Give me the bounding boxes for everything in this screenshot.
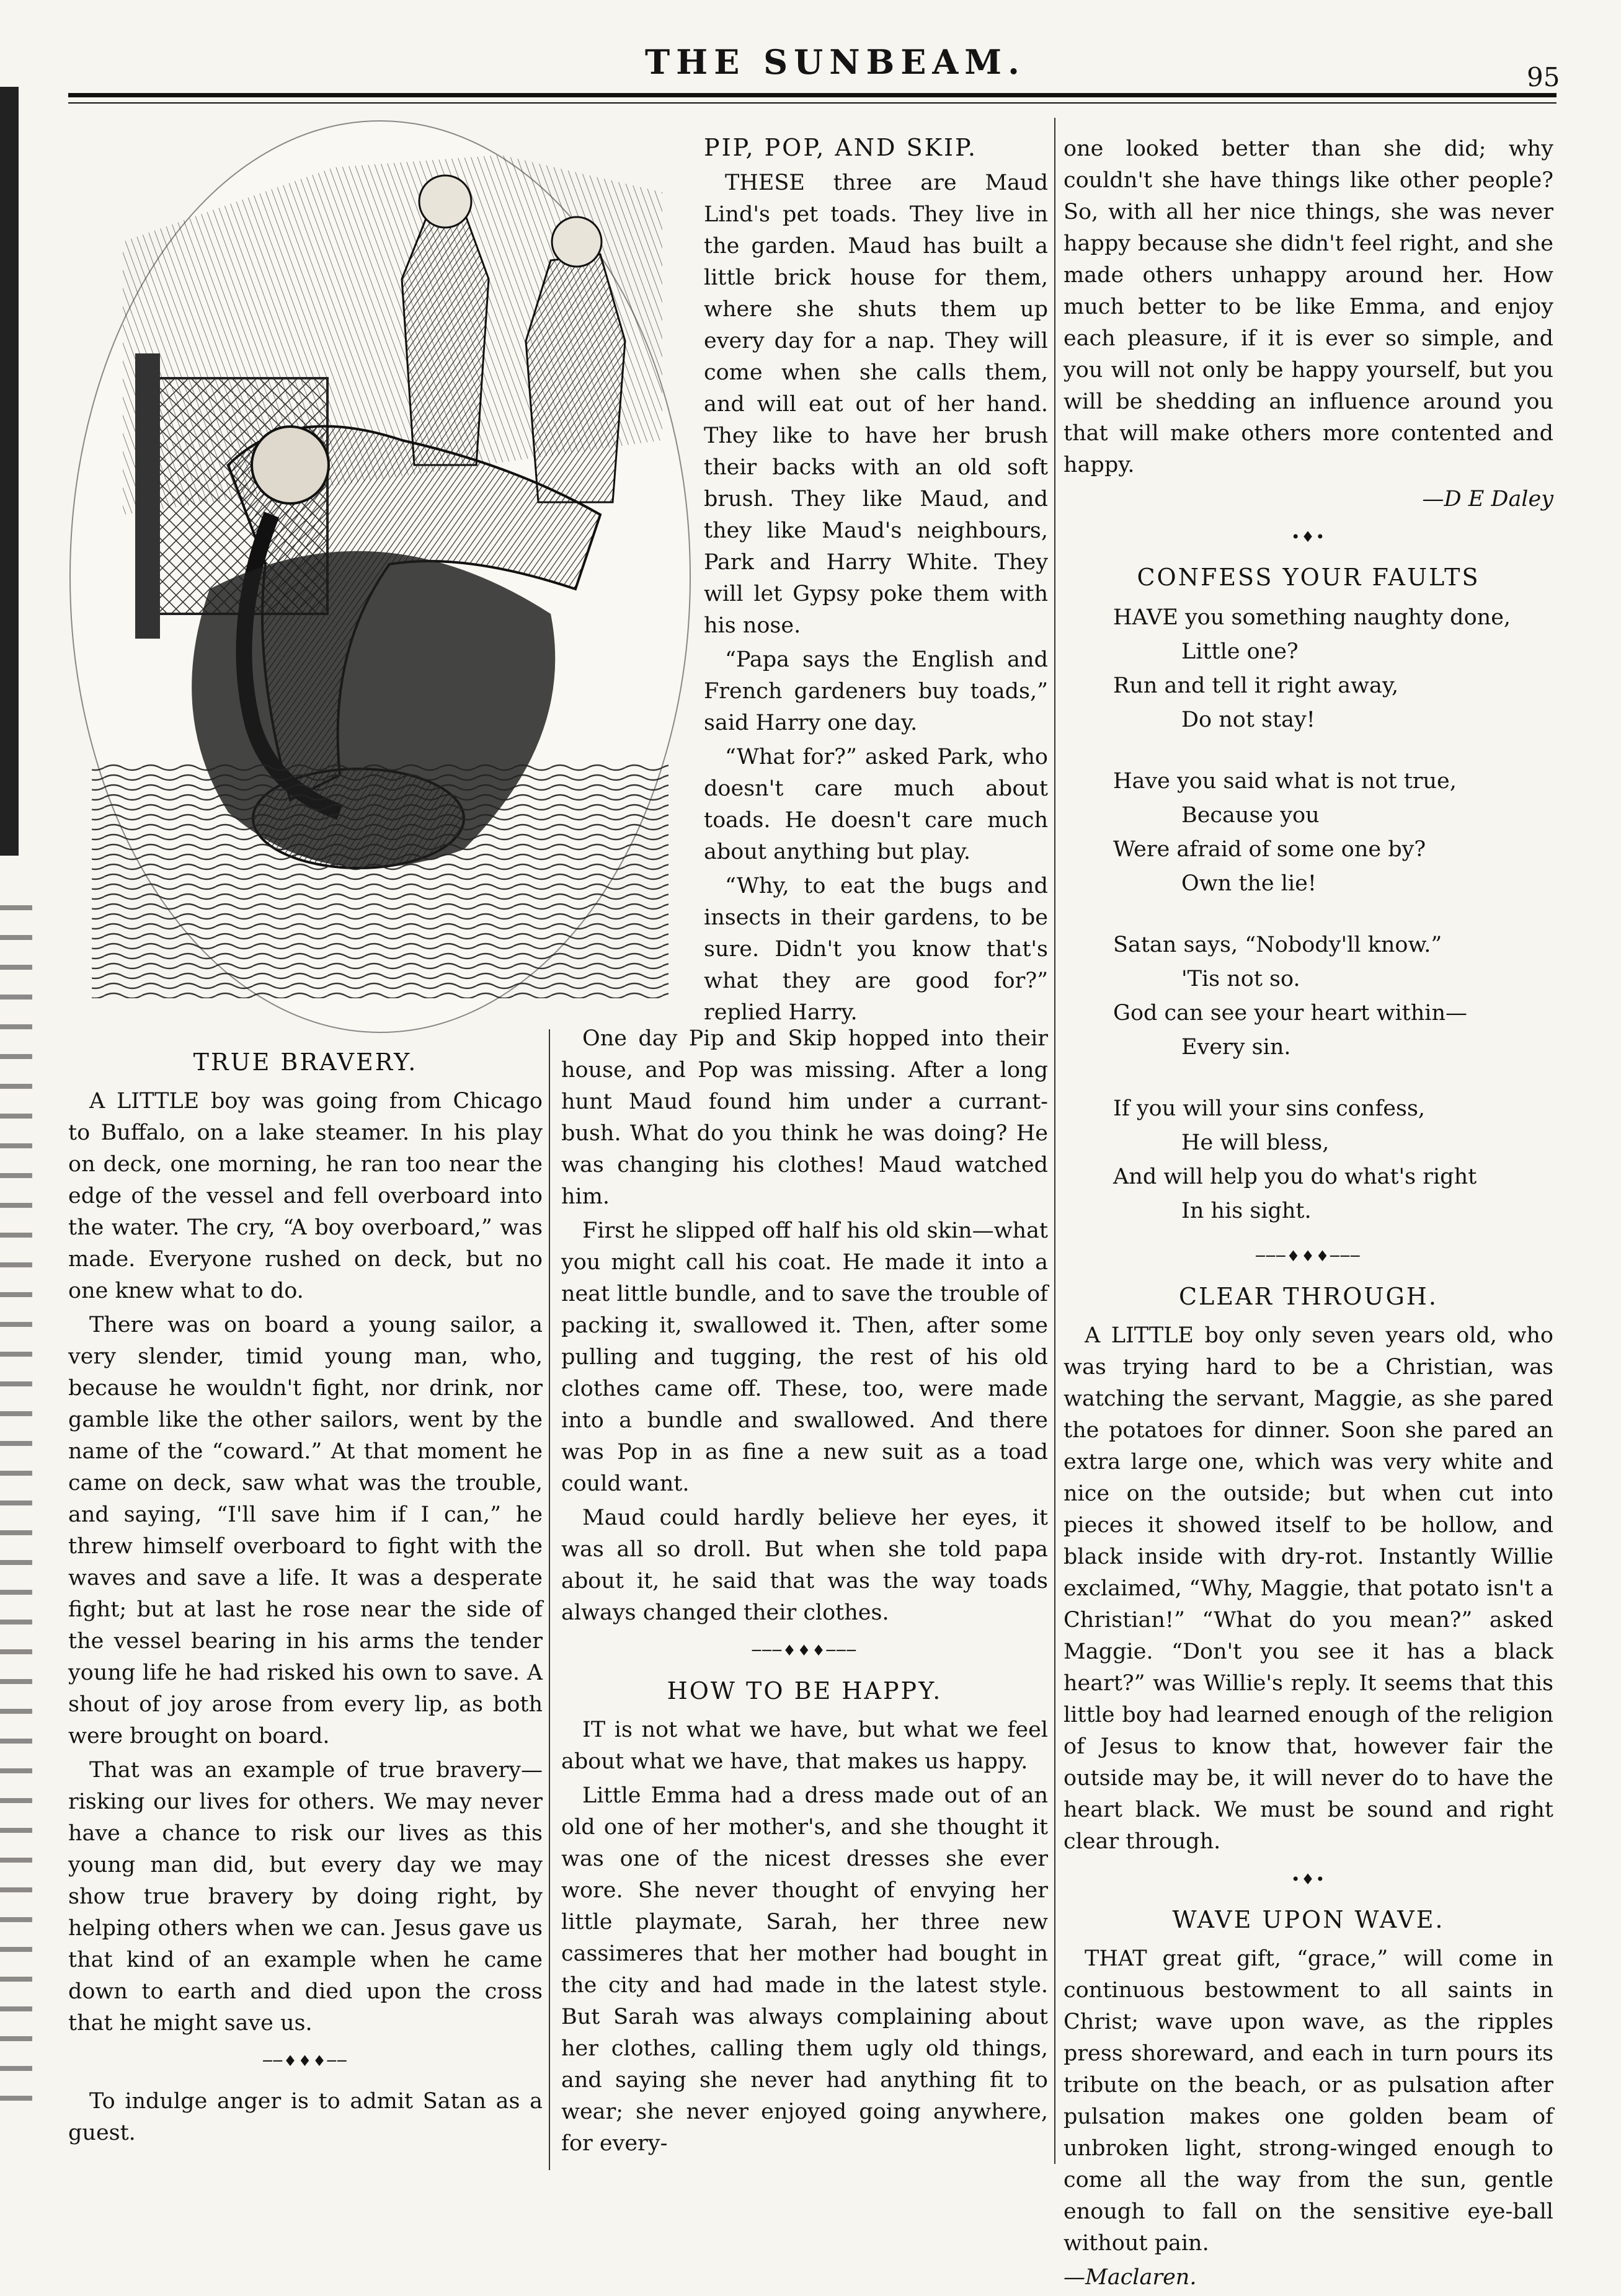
column-rule-1 (549, 1029, 550, 2170)
closing-maxim: To indulge anger is to admit Satan as a guest. (68, 2089, 543, 2145)
column-true-bravery (68, 1042, 543, 2152)
paragraph: One day Pip and Skip hopped into their house, and Pop was missing. After a long hunt Maud found him under a currant-bush. What do you think he was doing? He was changing his clothes! Maud watched him. (561, 1026, 1048, 1209)
paragraph: First he slipped off half his old skin—what you might call his coat. He made it into a neat little bundle, and to save the trouble of packing it, swallowed it. Then, after some pulling and tugging, the rest of his old clothes came off. These, too, were made into a bundle and swallowed. And there was Pop in as fine a new suit as a toad could want. (561, 1218, 1048, 1496)
masthead-title: THE SUNBEAM. (645, 42, 1026, 82)
ornamental-divider: •♦• (1291, 528, 1326, 546)
headline-clear-through: CLEAR THROUGH. (1178, 1283, 1439, 1310)
paragraph: “Papa says the English and French gardeners buy toads,” said Harry one day. (704, 647, 1048, 735)
ornamental-divider: ───♦♦♦─── (1256, 1248, 1361, 1265)
paragraph: There was on board a young sailor, a very slender, timid young man, who, because he wouldn't fight, nor drink, nor gamble like the other sailors, went by the name of the “coward.” At that moment he came on deck, saw what was the trouble, and saying, “I'll save him if I can,” he threw himself overboard to fight with the waves and save a life. It was a desperate fight; but at last he rose near the side of the vessel bearing in his arms the tender young life he had risked his own to save. A shout of joy arose from every lip, as both were brought on board. (68, 1313, 543, 1749)
scan-edge-text-fragments (0, 905, 32, 2108)
paragraph: A LITTLE boy was going from Chicago to Buffalo, on a lake steamer. In his play on deck, one morning, he ran too near the edge of the vessel and fell overboard into the water. The cry, “A boy overboard,” was made. Everyone rushed on deck, but no one knew what to do. (68, 1089, 543, 1303)
rescue-illustration (67, 118, 693, 1035)
poem-line: HAVE you something naughty done, (1113, 605, 1511, 630)
column-rule-2 (1054, 118, 1055, 2164)
page-number: 95 (1527, 62, 1560, 92)
poem-line: If you will your sins confess, (1113, 1096, 1426, 1121)
poem-line: Do not stay! (1181, 707, 1315, 732)
poem-line: He will bless, (1181, 1130, 1330, 1155)
headline-wave-upon-wave: WAVE UPON WAVE. (1172, 1906, 1445, 1933)
poem-stanza (1064, 928, 1553, 1065)
headline-how-to-be-happy: HOW TO BE HAPPY. (667, 1677, 943, 1704)
ornamental-divider: •♦• (1291, 1871, 1326, 1888)
poem-stanza (1064, 1092, 1553, 1228)
paragraph: Little Emma had a dress made out of an old one of her mother's, and she thought it was one of the nicest dresses she ever wore. She never thought of envying her little playmate, Sarah, her three new cassimeres that her mother had bought in the city and had made in the latest style. But Sarah was always complaining about her clothes, calling them ugly old things, and saying she never had anything fit to wear; she never enjoyed going anywhere, for every- (561, 1783, 1048, 2156)
sailor-head (252, 427, 329, 503)
poem-line: Have you said what is not true, (1113, 769, 1457, 794)
attribution: —Maclaren. (1064, 2265, 1197, 2290)
onlooker-figure-1 (402, 211, 489, 465)
poem-line: Run and tell it right away, (1113, 673, 1399, 698)
poem-line: Own the lie! (1181, 871, 1317, 896)
poem-line: Were afraid of some one by? (1113, 837, 1426, 862)
headline-confess-your-faults: CONFESS YOUR FAULTS (1137, 564, 1480, 591)
poem-line: In his sight. (1181, 1199, 1312, 1223)
paragraph: “Why, to eat the bugs and insects in their gardens, to be sure. Didn't you know that's what they are good for?” replied Harry. (704, 874, 1048, 1025)
poem-line: Little one? (1181, 639, 1299, 664)
paragraph: IT is not what we have, but what we feel about what we have, that makes us happy. (561, 1718, 1048, 1774)
poem-line: Because you (1181, 803, 1320, 828)
column-pip-pop-skip (561, 127, 1048, 171)
pip-pop-skip-narrow-text (704, 167, 1048, 1031)
onlooker-head-2 (552, 217, 602, 267)
masthead-rule (68, 93, 1557, 97)
poem-line: God can see your heart within— (1113, 1001, 1467, 1026)
poem-stanza (1064, 765, 1553, 901)
scan-edge-left (0, 87, 19, 856)
masthead-rule-thin (68, 102, 1557, 104)
headline-pip-pop-skip: PIP, POP, AND SKIP. (704, 134, 977, 161)
pip-pop-skip-wide-text (561, 1023, 1048, 2162)
paragraph: That was an example of true bravery—risking our lives for others. We may never have a chance to risk our lives as this young man did, but every day we may show true bravery by doing right, by helping others when we can. Jesus gave us that kind of an example when he came down to earth and died upon the cross that he might save us. (68, 1758, 543, 2036)
headline-true-bravery: TRUE BRAVERY. (193, 1048, 418, 1076)
ship-stanchion (135, 353, 160, 639)
poem-line: Satan says, “Nobody'll know.” (1113, 933, 1442, 957)
poem-line: Every sin. (1181, 1035, 1291, 1060)
paragraph: THESE three are Maud Lind's pet toads. They live in the garden. Maud has built a little brick house for them, where she shuts them up every day for a nap. They will come when she calls them, and will eat out of her hand. They like to have her brush their backs with an old soft brush. They like Maud, and they like Maud's neighbours, Park and Harry White. They will let Gypsy poke them with his nose. (704, 171, 1048, 638)
poem-line: 'Tis not so. (1181, 967, 1300, 991)
ornamental-divider: ───♦♦♦─── (752, 1642, 858, 1659)
paragraph: Maud could hardly believe her eyes, it was all so droll. But when she told papa about it, he said that was the way toads always changed their clothes. (561, 1505, 1048, 1625)
onlooker-head-1 (419, 175, 471, 228)
attribution: —D E Daley (1422, 487, 1553, 512)
ornamental-divider: ──♦♦♦── (263, 2052, 348, 2070)
poem-stanza (1064, 601, 1553, 737)
column-right (1064, 133, 1553, 2296)
paragraph: A LITTLE boy only seven years old, who was trying hard to be a Christian, was watching the servant, Maggie, as she pared the potatoes for dinner. Soon she pared an extra large one, which was very white and nice on the outside; but when cut into pieces it showed itself to be hollow, and black inside with dry-rot. Instantly Willie exclaimed, “Why, Maggie, that potato isn't a Christian!” “What do you mean?” asked Maggie. “Don't you see it has a black heart?” was Willie's reply. It seems that this little boy had learned enough of the religion of Jesus to know that, however fair the outside may be, it will never do to have the heart black. We must be sound and right clear through. (1064, 1323, 1553, 1854)
paragraph: THAT great gift, “grace,” will come in continuous bestowment to all saints in Christ; wave upon wave, as the ripples press shoreward, and each in turn pours its tribute on the beach, or as pulsation after pulsation makes one golden beam of unbroken light, strong-winged enough to come all the way from the sun, gentle enough to fall on the sensitive eye-ball without pain. (1064, 1946, 1553, 2256)
paragraph-continued: one looked better than she did; why couldn't she have things like other people? So, with all her nice things, she was never happy because she didn't feel right, and she made others unhappy around her. How much better to be like Emma, and enjoy each pleasure, if it is ever so simple, and you will not only be happy yourself, but you will be shedding an influence around you that will make others more contented and happy. (1064, 136, 1553, 477)
onlooker-figure-2 (526, 254, 625, 502)
paragraph: “What for?” asked Park, who doesn't care much about toads. He doesn't care much about anything but play. (704, 745, 1048, 864)
water-surface (92, 763, 668, 998)
poem-line: And will help you do what's right (1113, 1164, 1477, 1189)
